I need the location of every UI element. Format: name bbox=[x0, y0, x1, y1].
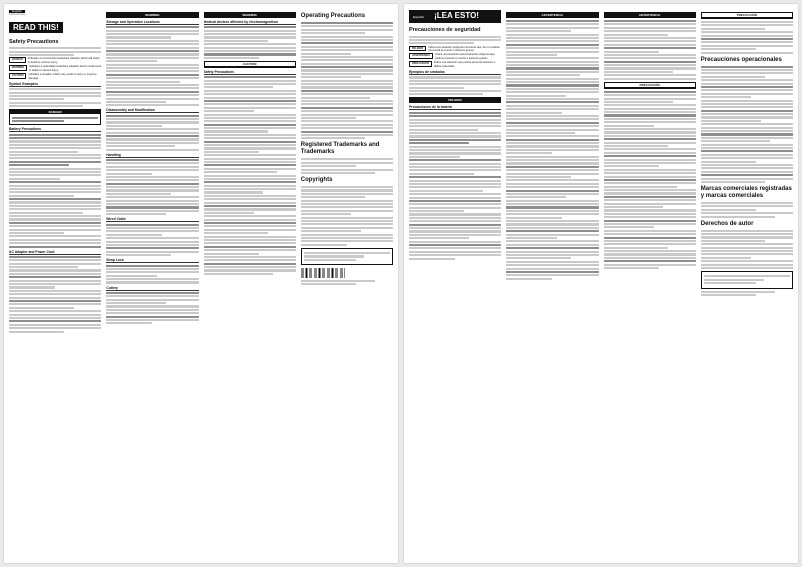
battery-heading: Battery Precautions bbox=[9, 127, 101, 132]
cutlery-heading: Cutlery bbox=[106, 286, 198, 291]
caution-text: Indicates a situation which may result in injury or property damage. bbox=[28, 73, 97, 80]
signal-precaucion bbox=[409, 61, 501, 68]
english-column-4 bbox=[301, 10, 393, 557]
peligro-label: PELIGRO bbox=[409, 46, 426, 51]
advertencia-label: ADVERTENCIA bbox=[409, 53, 433, 58]
safety-precautions-subheading: Safety Precautions bbox=[204, 70, 296, 75]
lea-esto-banner bbox=[409, 10, 501, 23]
spanish-column-4 bbox=[701, 10, 793, 557]
warning-box-1 bbox=[106, 12, 198, 18]
english-column-1 bbox=[9, 10, 101, 557]
caution-label: CAUTION bbox=[9, 73, 26, 78]
precaucion-text: Indica una situación que podría provocar lesiones o daños materiales. bbox=[433, 61, 496, 68]
danger-label: DANGER bbox=[9, 57, 26, 62]
advertencia-text: Indica una situación potencialmente peligrosa que podría provocar la muerte o lesiones graves. bbox=[435, 53, 495, 60]
warning-box-header: WARNING bbox=[107, 13, 197, 17]
spanish-battery-heading: Precauciones de la batería bbox=[409, 105, 501, 110]
english-column-2 bbox=[106, 10, 198, 557]
signal-danger bbox=[9, 57, 101, 64]
spanish-safety-title: Precauciones de seguridad bbox=[409, 27, 481, 33]
disassembly-heading: Disassembly and Modification bbox=[106, 108, 198, 113]
spanish-column-1 bbox=[409, 10, 501, 557]
precaucion-box-header-2: PRECAUCIÓN bbox=[702, 13, 792, 18]
operating-precautions-heading: Operating Precautions bbox=[300, 13, 366, 19]
peligro-text: Indica una situación peligrosa inminente que, de no evitarse, provocará la muerte o lesiones graves. bbox=[428, 45, 501, 53]
warning-box-header-2: WARNING bbox=[205, 13, 295, 17]
wired-cable-heading: Wired Cable bbox=[106, 217, 198, 222]
advertencia-box-1 bbox=[506, 12, 598, 18]
warning-box-2 bbox=[204, 12, 296, 18]
english-page bbox=[4, 4, 398, 563]
warning-label: WARNING bbox=[9, 65, 27, 70]
advertencia-box-2 bbox=[604, 12, 696, 18]
spanish-page bbox=[404, 4, 798, 563]
barcode bbox=[301, 268, 345, 278]
publisher-box bbox=[301, 248, 393, 265]
advertencia-box-header-1: ADVERTENCIA bbox=[507, 13, 597, 17]
strap-lock-heading: Strap Lock bbox=[106, 258, 198, 263]
handling-heading: Handling bbox=[106, 153, 198, 158]
english-column-3 bbox=[204, 10, 296, 557]
signal-caution bbox=[9, 73, 101, 80]
signal-advertencia bbox=[409, 53, 501, 60]
spanish-copyrights-heading: Derechos de autor bbox=[700, 220, 754, 227]
copyrights-heading: Copyrights bbox=[300, 177, 333, 184]
read-this-banner: READ THIS! bbox=[9, 22, 63, 33]
trademarks-heading: Registered Trademarks and Trademarks bbox=[300, 142, 380, 156]
language-tag: English bbox=[9, 10, 25, 13]
spanish-symbols-heading: Ejemplos de símbolos bbox=[409, 70, 501, 75]
symbol-examples-heading: Symbol Examples bbox=[9, 82, 101, 87]
precaucion-box-header: PRECAUCIÓN bbox=[605, 83, 695, 88]
spanish-trademarks-heading: Marcas comerciales registradas y marcas comerciales bbox=[700, 185, 792, 199]
spanish-banner-text: ¡LEA ESTO! bbox=[434, 11, 479, 20]
precaucion-box bbox=[604, 82, 696, 89]
medical-devices-heading: Medical devices affected by electromagnetism bbox=[204, 20, 296, 25]
peligro-box-header: PELIGRO bbox=[410, 98, 500, 102]
spanish-language-tag: Español bbox=[413, 15, 424, 19]
peligro-box bbox=[409, 97, 501, 103]
spanish-column-3 bbox=[604, 10, 696, 557]
spanish-op-precautions-heading: Precauciones operacionales bbox=[700, 56, 782, 63]
spanish-publisher-box bbox=[701, 271, 793, 288]
ac-adapter-heading: AC Adapter and Power Cord bbox=[9, 250, 101, 255]
advertencia-box-header-2: ADVERTENCIA bbox=[605, 13, 695, 17]
safety-title: Safety Precautions bbox=[9, 38, 59, 45]
document-code: 4-565-975-11(1) bbox=[9, 14, 25, 17]
warning-text: Indicates a potentially hazardous situation which could result in death or serious injury. bbox=[29, 65, 102, 72]
caution-box-header: CAUTION bbox=[205, 62, 295, 67]
precaucion-label: PRECAUCIÓN bbox=[409, 61, 432, 66]
document-spread bbox=[4, 4, 798, 563]
signal-warning bbox=[9, 65, 101, 72]
precaucion-box-2 bbox=[701, 12, 793, 19]
danger-text: Indicates an imminently hazardous situation which will result in death or serious injury. bbox=[27, 57, 100, 64]
danger-box bbox=[9, 109, 101, 125]
storage-heading: Storage and Operation Locations bbox=[106, 20, 198, 25]
spanish-column-2 bbox=[506, 10, 598, 557]
signal-peligro bbox=[409, 46, 501, 53]
danger-box-header: DANGER bbox=[10, 110, 100, 114]
caution-box bbox=[204, 61, 296, 68]
